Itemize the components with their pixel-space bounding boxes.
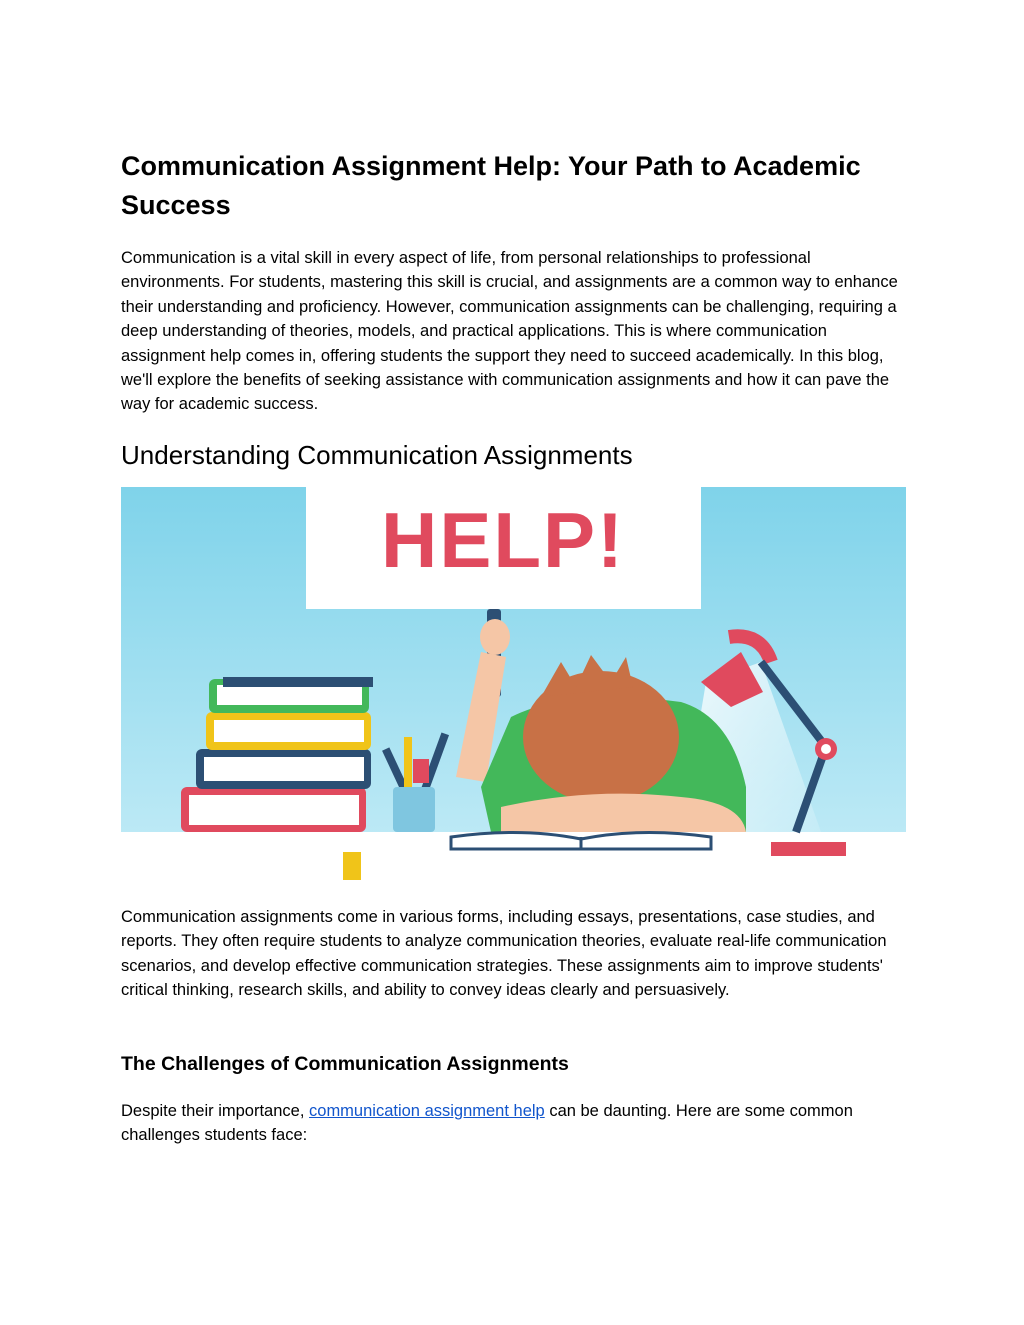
page-title: Communication Assignment Help: Your Path to Academic Success [121,151,861,220]
intro-paragraph-block [121,246,906,417]
section2-text-after-link: can be daunting. Here are some common challenges students face: [121,1102,853,1145]
hand [480,619,510,655]
section-heading-challenges: The Challenges of Communication Assignments [121,1053,569,1075]
section2-paragraph [121,1099,906,1148]
help-sign-text: HELP! [381,496,625,584]
communication-assignment-help-link[interactable]: communication assignment help [309,1102,545,1120]
help-illustration [121,487,906,880]
intro-paragraph: Communication is a vital skill in every aspect of life, from personal relationships to professional environments. For students, mastering this skill is crucial, and assignments are a common way to enhance their understanding and proficiency. However, communication assignments can be challenging, requiring a deep understanding of theories, models, and practical applications. This is where communication assignment help comes in, offering students the support they need to succeed academically. In this blog, we'll explore the benefits of seeking assistance with communication assignments and how it can pave the way for academic success. [121,249,898,414]
section2-text-before-link: Despite their importance, [121,1102,310,1120]
book-stack [181,677,373,832]
bookmark [343,852,361,880]
help-illustration-svg [121,487,906,880]
section-heading-understanding: Understanding Communication Assignments [121,440,633,470]
section1-paragraph-block [121,905,906,1003]
section1-paragraph: Communication assignments come in various forms, including essays, presentations, case studies, and reports. They often require students to analyze communication theories, evaluate real-life communication scenarios, and develop effective communication strategies. These assignments aim to improve students' critical thinking, research skills, and ability to convey ideas clearly and persuasively. [121,908,887,1000]
section2-paragraph-block [121,1099,906,1148]
